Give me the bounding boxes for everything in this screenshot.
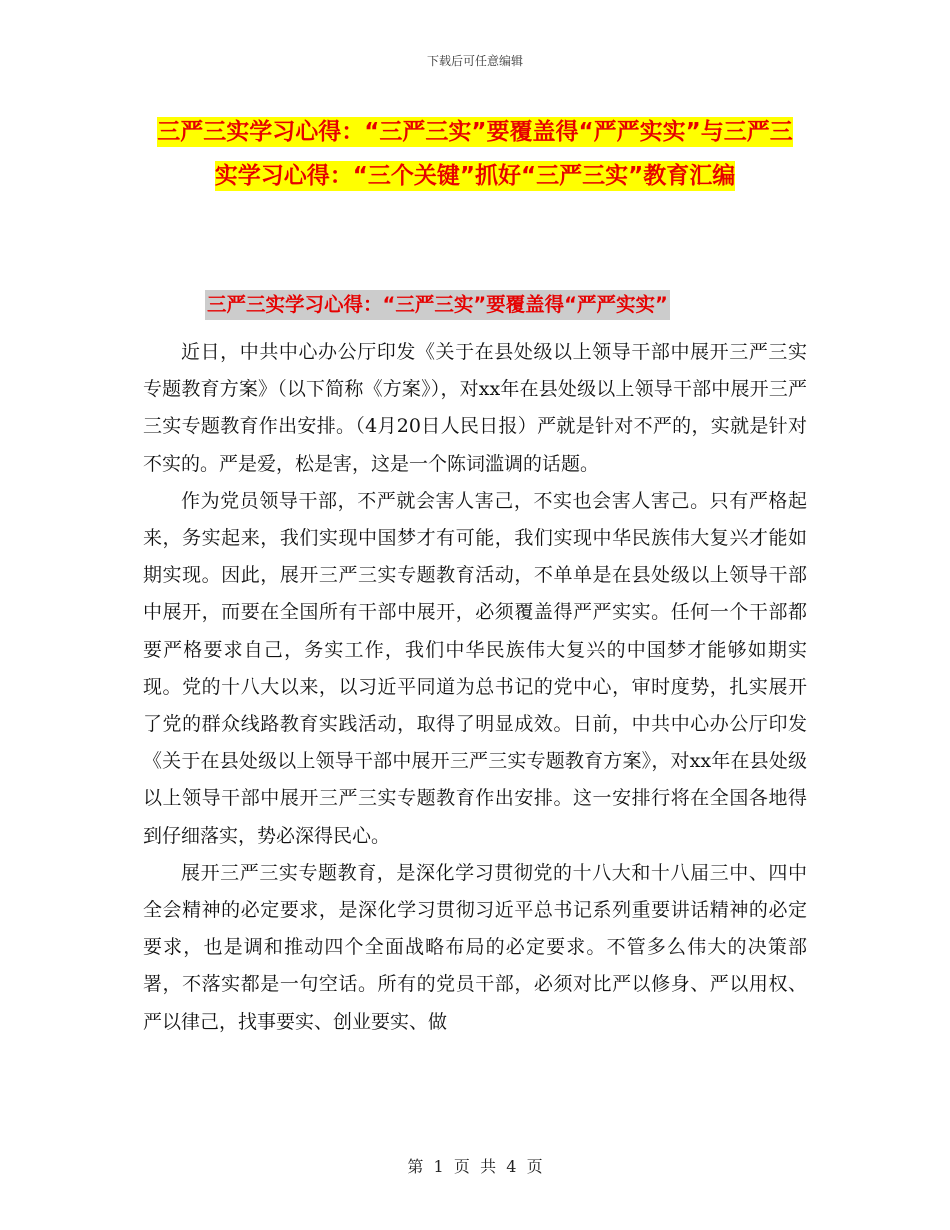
document-title-text: 三严三实学习心得：“三严三实”要覆盖得“严严实实”与三严三实学习心得：“三个关键”抓好“三严三实”教育汇编	[157, 119, 793, 189]
page-number-footer: 第 1 页 共 4 页	[407, 1157, 543, 1176]
body-paragraph: 近日，中共中心办公厅印发《关于在县处级以上领导干部中展开三严三实专题教育方案》（以下简称《方案》），对xx年在县处级以上领导干部中展开三严三实专题教育作出安排。（4月20日人民日报）严就是针对不严的，实就是针对不实的。严是爱，松是害，这是一个陈词滥调的话题。	[143, 341, 807, 475]
document-title	[150, 110, 800, 198]
document-body	[143, 334, 807, 1041]
body-paragraph: 作为党员领导干部，不严就会害人害己，不实也会害人害己。只有严格起来，务实起来，我们实现中国梦才有可能，我们实现中华民族伟大复兴才能如期实现。因此，展开三严三实专题教育活动，不单单是在县处级以上领导干部中展开，而要在全国所有干部中展开，必须覆盖得严严实实。任何一个干部都要严格要求自己，务实工作，我们中华民族伟大复兴的中国梦才能够如期实现。党的十八大以来，以习近平同道为总书记的党中心，审时度势，扎实展开了党的群众线路教育实践活动，取得了明显成效。日前，中共中心办公厅印发《关于在县处级以上领导干部中展开三严三实专题教育方案》，对xx年在县处级以上领导干部中展开三严三实专题教育作出安排。这一安排行将在全国各地得到仔细落实，势必深得民心。	[143, 489, 807, 847]
section-heading: 三严三实学习心得：“三严三实”要覆盖得“严严实实”	[205, 290, 670, 320]
page-header-note: 下载后可任意编辑	[426, 54, 523, 68]
body-paragraph: 展开三严三实专题教育，是深化学习贯彻党的十八大和十八届三中、四中全会精神的必定要求，是深化学习贯彻习近平总书记系列重要讲话精神的必定要求，也是调和推动四个全面战略布局的必定要求。不管多么伟大的决策部署，不落实都是一句空话。所有的党员干部，必须对比严以修身、严以用权、严以律己，找事要实、创业要实、做	[143, 861, 807, 1033]
